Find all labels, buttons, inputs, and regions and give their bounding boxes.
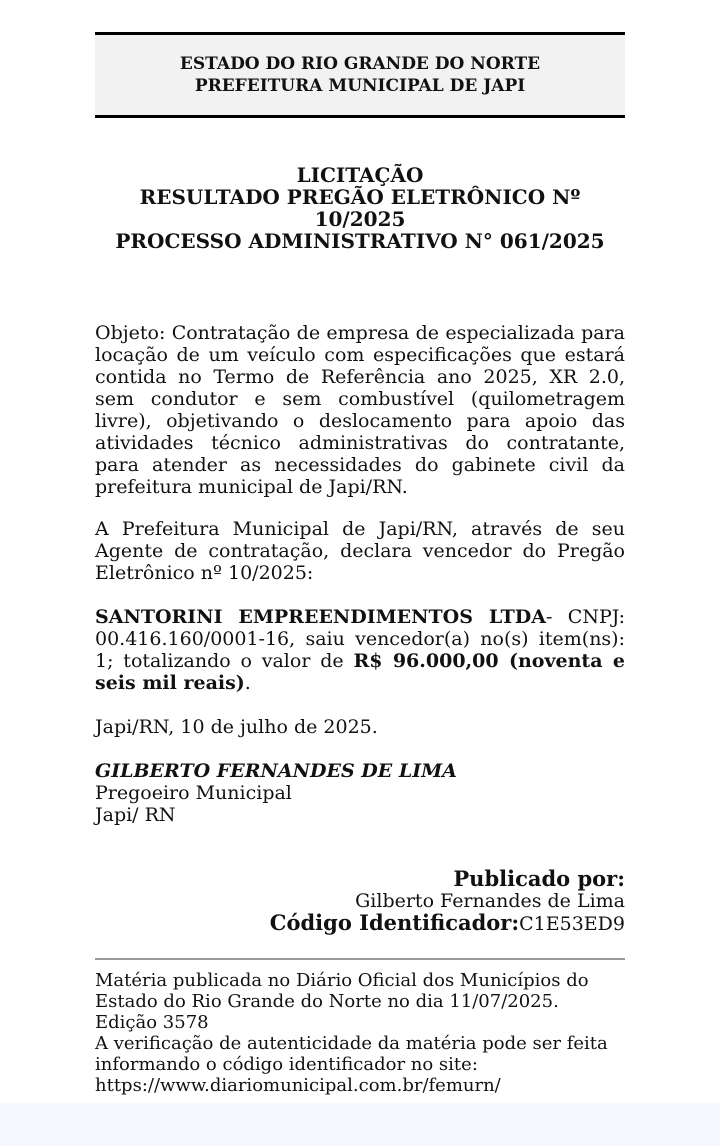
code-label: Código Identificador: (269, 910, 520, 935)
objeto-paragraph: Objeto: Contratação de empresa de especializada para locação de um veículo com especificações que estará contida no Termo de Referência ano 2025, XR 2.0, sem condutor e sem combustível (quilometragem livre), objetivando o deslocamento para apoio das atividades técnico administrativas do contratante, para atender as necessidades do gabinete civil da prefeitura municipal de Japi/RN. (95, 322, 625, 498)
title-resultado: RESULTADO PREGÃO ELETRÔNICO Nº 10/2025 (139, 185, 581, 231)
vencedor-name: SANTORINI EMPREENDIMENTOS LTDA (95, 606, 547, 628)
signer-name: GILBERTO FERNANDES DE LIMA (95, 760, 457, 782)
footer-notice (95, 970, 635, 1096)
footer-verification: A verificação de autenticidade da matéria pode ser feita informando o código identificador no site: (95, 1033, 608, 1075)
code-value: C1E53ED9 (519, 913, 625, 935)
signer-role: Pregoeiro Municipal (95, 782, 292, 804)
title-licitacao: LICITAÇÃO (296, 163, 424, 187)
vencedor-paragraph (95, 606, 625, 694)
signer-location: Japi/ RN (95, 804, 176, 826)
vencedor-end: . (244, 672, 251, 694)
header-state: ESTADO DO RIO GRANDE DO NORTE (179, 54, 541, 74)
declaracao-paragraph: A Prefeitura Municipal de Japi/RN, através de seu Agente de contratação, declara vencedor do Pregão Eletrônico nº 10/2025: (95, 518, 625, 584)
document-title (95, 164, 625, 252)
footer-url[interactable]: https://www.diariomunicipal.com.br/femurn/ (95, 1075, 501, 1096)
title-processo: PROCESSO ADMINISTRATIVO N° 061/2025 (115, 229, 605, 253)
published-by-label: Publicado por: (453, 866, 625, 891)
bottom-band (0, 1103, 720, 1146)
vencedor-details: - CNPJ: 00.416.160/0001-16, saiu vencedor(a) no(s) item(ns): 1; totalizando o valor de (95, 606, 625, 672)
publication-info (95, 868, 625, 935)
document-header (95, 32, 625, 118)
header-municipality: PREFEITURA MUNICIPAL DE JAPI (194, 76, 526, 96)
published-by-name: Gilberto Fernandes de Lima (355, 890, 625, 912)
vencedor-value: R$ 96.000,00 (noventa e seis mil reais) (95, 650, 625, 694)
signature-block (95, 760, 625, 826)
local-data: Japi/RN, 10 de julho de 2025. (95, 716, 378, 738)
footer-edition: Edição 3578 (95, 1012, 209, 1033)
footer-divider (95, 958, 625, 960)
footer-publication-line: Matéria publicada no Diário Oficial dos Municípios do Estado do Rio Grande do Norte no dia 11/07/2025. (95, 970, 589, 1012)
